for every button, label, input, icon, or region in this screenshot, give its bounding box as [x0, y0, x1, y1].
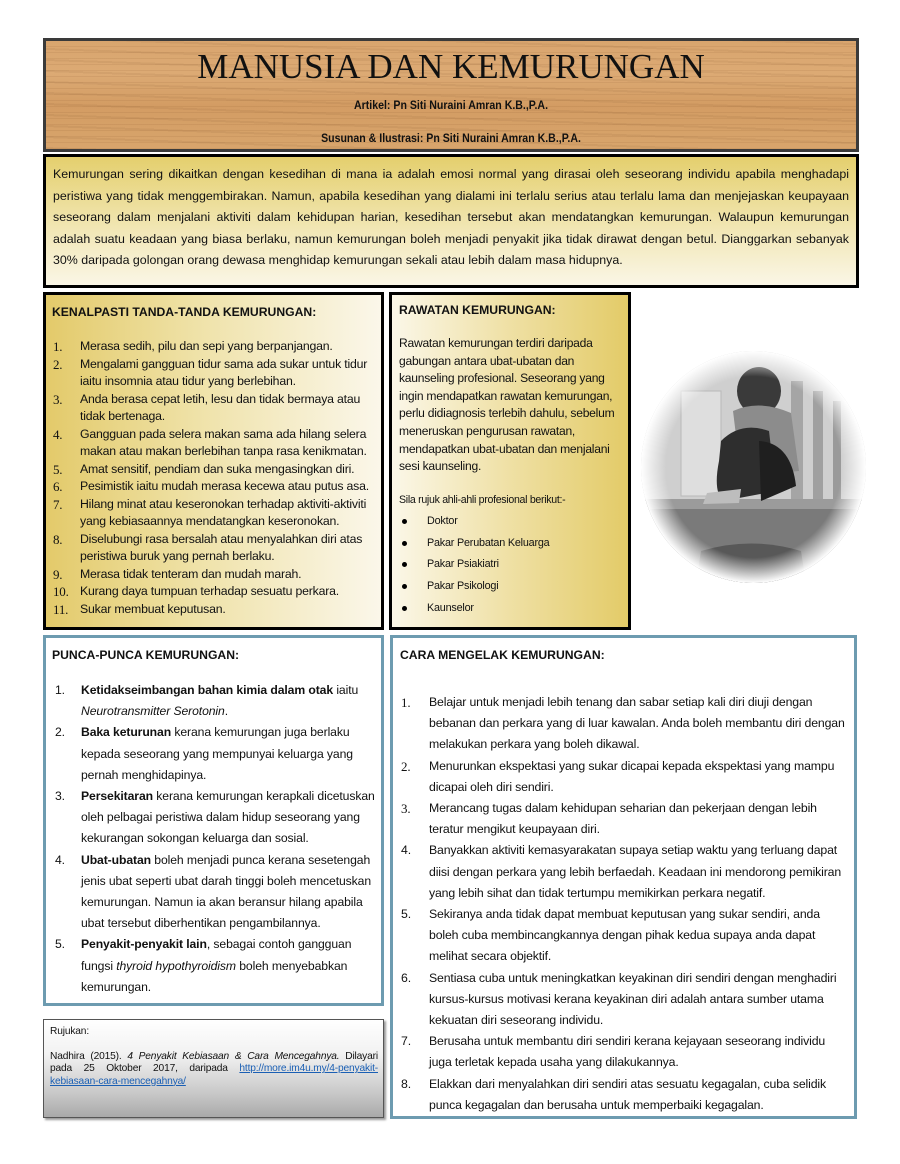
item-text: Merasa tidak tenteram dan mudah marah. — [80, 566, 302, 581]
bullet-icon — [402, 541, 407, 546]
item-number: 1. — [53, 339, 63, 354]
prevention-list — [400, 692, 848, 1116]
list-item — [400, 840, 848, 904]
item-number: 5. — [53, 461, 63, 477]
item-text: Elakkan dari menyalahkan diri sendiri atas sesuatu kegagalan, cuba selidik punca kegagalan dan berusaha untuk memperbaiki kegagalan. — [429, 1076, 826, 1112]
list-item — [52, 566, 376, 584]
prevention-box — [390, 635, 857, 1119]
citation-author: Nadhira (2015). — [50, 1050, 128, 1062]
item-text: Kurang daya tumpuan terhadap sesuatu perkara. — [80, 584, 339, 598]
signs-list — [52, 338, 376, 618]
reference-link[interactable]: http://more.im4u.my/4-penyakit-kebiasaan-cara-mencegahnya/ — [50, 1063, 378, 1087]
item-bold: Penyakit-penyakit lain — [81, 937, 207, 952]
list-item — [52, 426, 376, 461]
intro-text: Kemurungan sering dikaitkan dengan kesedihan di mana ia adalah emosi normal yang dirasai oleh seseorang individu apabila menghadapi peristiwa yang tidak menggembirakan. Namun, apabila kesedihan yang dialami ini terlalu serius atau terlalu lama dan menjejaskan keupayaan seseorang dalam menjalani aktiviti dalam kehidupan harian, kesedihan tersebut akan mendatangkan kemurungan. Walaupun kemurungan adalah suatu keadaan yang biasa berlaku, namun kemurungan boleh menjadi penyakit jika tidak dirawat dengan betul. Dianggarkan sebanyak 30% daripada golongan orang dewasa menghidap kemurungan sekali atau lebih dalam masa hidupnya. — [53, 167, 849, 267]
list-item — [400, 1031, 848, 1073]
list-item — [52, 338, 376, 356]
item-number: 4. — [55, 852, 65, 867]
item-number: 2. — [53, 356, 63, 372]
item-text: Anda berasa cepat letih, lesu dan tidak bermaya atau tidak bertenaga. — [80, 391, 361, 423]
item-text: Banyakkan aktiviti kemasyarakatan supaya setiap waktu yang terluang dapat diisi dengan perkara yang lebih berfaedah. Keadaan ini mendorong pemikiran yang lebih sihat dan tidak tertumpu memikirkan perkara negatif. — [429, 843, 842, 900]
list-item — [52, 850, 376, 935]
item-text: Mengalami gangguan tidur sama ada sukar untuk tidur iaitu insomnia atau tidur yang berlebihan. — [80, 356, 368, 388]
item-text: Menurunkan ekspektasi yang sukar dicapai kepada ekspektasi yang mampu dicapai oleh diri sendiri. — [429, 758, 835, 794]
item-number: 4. — [401, 843, 411, 858]
causes-title: PUNCA-PUNCA KEMURUNGAN: — [52, 648, 240, 662]
item-number: 10. — [53, 584, 69, 599]
item-bold: Ketidakseimbangan bahan kimia dalam otak — [81, 683, 334, 697]
causes-list — [52, 680, 376, 998]
treatment-box — [389, 292, 631, 630]
item-text: Doktor — [427, 514, 458, 527]
item-text: Pakar Psiakiatri — [427, 558, 499, 571]
list-item — [52, 601, 376, 619]
list-item — [52, 478, 376, 496]
item-text: kerana kemurungan kerapkali dicetuskan oleh pelbagai peristiwa dalam hidup seseorang yang kekurangan sokongan keluarga dan sosial. — [81, 789, 375, 846]
list-item — [52, 391, 376, 426]
item-number: 8. — [401, 1076, 411, 1091]
list-item — [399, 576, 622, 598]
refer-label: Sila rujuk ahli-ahli profesional berikut:- — [399, 493, 566, 506]
illustration-credit: Susunan & Ilustrasi: Pn Siti Nuraini Amran K.B.,P.A. — [321, 133, 581, 145]
item-text: Diselubungi rasa bersalah atau menyalahkan diri atas peristiwa buruk yang pernah berlaku. — [80, 531, 363, 563]
treatment-text: Rawatan kemurungan terdiri daripada gabungan antara ubat-ubatan dan kaunseling profesional. Seseorang yang ingin mendapatkan rawatan kemurungan, perlu didiagnosis terlebih dahulu, sebelum meneruskan pengurusan rawatan, mendapatkan ubat-ubatan dan menjalani sesi kaunseling. — [399, 336, 615, 474]
item-text: boleh menjadi punca kerana sesetengah jenis ubat seperti ubat darah tinggi boleh mencetuskan kemurungan. Namun ia akan beransur hilang apabila ubat tersebut diberhentikan pengambilannya. — [81, 852, 372, 931]
item-text: Pesimistik iaitu mudah merasa kecewa atau putus asa. — [80, 479, 369, 493]
item-text: Hilang minat atau keseronokan terhadap aktiviti-aktiviti yang kebiasaannya mendatangkan keseronokan. — [80, 496, 367, 528]
list-item — [52, 356, 376, 391]
bullet-icon — [402, 606, 407, 611]
item-number: 6. — [401, 970, 411, 985]
item-italic: Neurotransmitter Serotonin — [81, 704, 225, 719]
intro-box — [43, 154, 859, 288]
list-item — [400, 756, 848, 798]
causes-box — [43, 635, 384, 1006]
list-item — [52, 583, 376, 601]
list-item — [399, 598, 622, 620]
list-item — [399, 554, 622, 576]
item-number: 2. — [55, 725, 65, 740]
depressed-person-photo — [641, 351, 866, 583]
citation-accessed: Dilayari pada 25 Oktober 2017, daripada — [50, 1050, 379, 1075]
item-text: Merancang tugas dalam kehidupan seharian dan pekerjaan dengan lebih teratur mengikut keupayaan diri. — [429, 801, 817, 837]
item-number: 1. — [55, 683, 65, 697]
item-text: Pakar Perubatan Keluarga — [427, 536, 550, 549]
item-bold: Ubat-ubatan — [81, 852, 151, 867]
item-text: kerana kemurungan juga berlaku kepada seseorang yang mempunyai keluarga yang pernah menghidapinya. — [81, 725, 353, 782]
sad-person-illustration — [641, 351, 866, 583]
item-number: 5. — [401, 907, 411, 922]
treatment-title: RAWATAN KEMURUNGAN: — [399, 303, 556, 317]
item-text: Kaunselor — [427, 601, 474, 614]
item-text-end: . — [224, 704, 229, 719]
list-item — [52, 934, 376, 998]
item-text: Sukar membuat keputusan. — [80, 601, 226, 616]
item-text: Gangguan pada selera makan sama ada hilang selera makan atau makan berlebihan tanpa rasa kenikmatan. — [80, 426, 367, 458]
item-number: 3. — [53, 391, 63, 407]
list-item — [52, 680, 376, 722]
signs-box — [43, 292, 384, 630]
item-number: 9. — [53, 566, 63, 582]
list-item — [52, 722, 376, 786]
item-text-end: boleh menyebabkan kemurungan. — [81, 958, 348, 994]
item-number: 1. — [401, 695, 411, 710]
item-bold: Baka keturunan — [81, 725, 172, 740]
list-item — [400, 798, 848, 840]
item-text: Pakar Psikologi — [427, 580, 499, 593]
reference-citation — [50, 1051, 378, 1089]
item-italic: thyroid hypothyroidism — [116, 958, 236, 973]
professionals-list — [399, 511, 622, 620]
bullet-icon — [402, 562, 407, 567]
list-item — [400, 692, 848, 756]
item-number: 4. — [53, 426, 63, 442]
bullet-icon — [402, 584, 407, 589]
item-number: 7. — [53, 496, 63, 512]
prevention-title: CARA MENGELAK KEMURUNGAN: — [400, 648, 605, 662]
bullet-icon — [402, 519, 407, 524]
item-text: Amat sensitif, pendiam dan suka mengasingkan diri. — [80, 461, 355, 476]
article-author: Artikel: Pn Siti Nuraini Amran K.B.,P.A. — [353, 100, 549, 112]
item-text: Sekiranya anda tidak dapat membuat keputusan yang sukar sendiri, anda boleh cuba membincangkannya dengan pihak kedua supaya anda dapat melihat secara objektif. — [429, 907, 820, 964]
item-number: 3. — [401, 801, 411, 817]
reference-box — [43, 1019, 384, 1118]
list-item — [399, 533, 622, 555]
reference-heading: Rujukan: — [50, 1026, 90, 1037]
signs-title: KENALPASTI TANDA-TANDA KEMURUNGAN: — [52, 305, 317, 319]
item-number: 2. — [401, 758, 411, 774]
list-item — [52, 531, 376, 566]
item-number: 7. — [401, 1034, 411, 1049]
list-item — [400, 1074, 848, 1116]
item-bold: Persekitaran — [81, 789, 153, 804]
item-text: Sentiasa cuba untuk meningkatkan keyakinan diri sendiri dengan menghadiri kursus-kursus motivasi kerana keyakinan diri adalah antara sumber utama kekuatan diri seseorang individu. — [429, 970, 837, 1028]
item-text: iaitu — [333, 683, 359, 697]
page-title: MANUSIA DAN KEMURUNGAN — [197, 47, 705, 86]
list-item — [400, 968, 848, 1032]
list-item — [400, 904, 848, 968]
list-item — [52, 461, 376, 479]
item-text: Merasa sedih, pilu dan sepi yang berpanjangan. — [80, 339, 333, 353]
item-text: , sebagai contoh gangguan fungsi — [81, 937, 352, 973]
title-banner — [43, 38, 859, 152]
list-item — [399, 511, 622, 533]
item-number: 5. — [55, 937, 65, 952]
item-number: 3. — [55, 789, 65, 804]
citation-title: 4 Penyakit Kebiasaan & Cara Mencegahnya. — [127, 1050, 340, 1062]
list-item — [52, 496, 376, 531]
item-number: 8. — [53, 531, 63, 547]
item-number: 11. — [53, 601, 69, 617]
item-text: Belajar untuk menjadi lebih tenang dan sabar setiap kali diri diuji dengan bebanan dan perkara yang di luar kawalan. Anda boleh membantu diri dengan melakukan perkara yang boleh dikawal. — [429, 695, 845, 752]
item-number: 6. — [53, 479, 63, 494]
item-text: Berusaha untuk membantu diri sendiri kerana kejayaan seseorang individu juga terletak kepada usaha yang dilakukannya. — [429, 1034, 826, 1070]
list-item — [52, 786, 376, 850]
